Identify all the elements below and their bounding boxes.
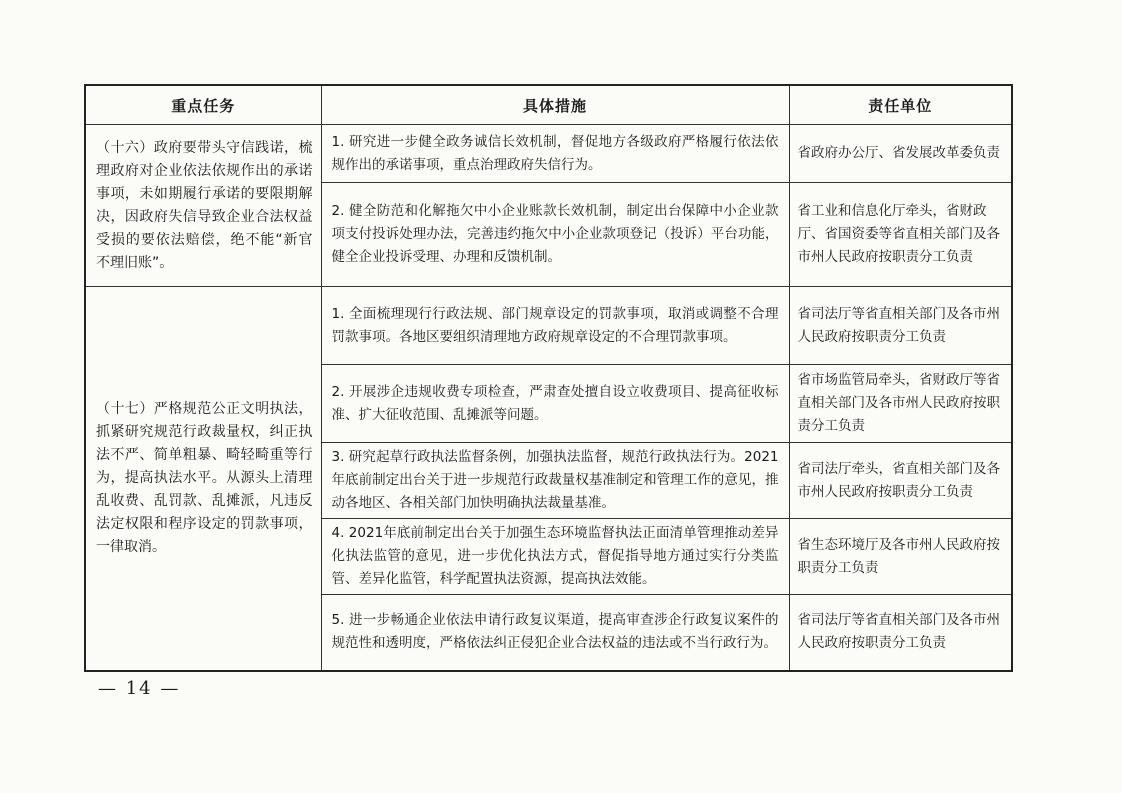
measure-cell: 1. 全面梳理现行行政法规、部门规章设定的罚款事项，取消或调整不合理罚款事项。各地区要组织清理地方政府规章设定的不合理罚款事项。 (321, 287, 789, 365)
task-cell-17: （十七）严格规范公正文明执法，抓紧研究规范行政裁量权，纠正执法不严、简单粗暴、畸轻畸重等行为，提高执法水平。从源头上清理乱收费、乱罚款、乱摊派，凡违反法定权限和程序设定的罚款事项，一律取消。 (85, 287, 321, 671)
measure-cell: 2. 开展涉企违规收费专项检查，严肃查处擅自设立收费项目、提高征收标准、扩大征收范围、乱摊派等问题。 (321, 365, 789, 443)
measure-cell: 1. 研究进一步健全政务诚信长效机制，督促地方各级政府严格履行依法依规作出的承诺事项，重点治理政府失信行为。 (321, 125, 789, 183)
measure-cell: 5. 进一步畅通企业依法申请行政复议渠道，提高审查涉企行政复议案件的规范性和透明度，严格依法纠正侵犯企业合法权益的违法或不当行政行为。 (321, 595, 789, 671)
header-measures: 具体措施 (321, 85, 789, 125)
header-responsible-unit: 责任单位 (789, 85, 1012, 125)
unit-cell: 省司法厅等省直相关部门及各市州人民政府按职责分工负责 (789, 595, 1012, 671)
page-number: — 14 — (98, 678, 181, 699)
unit-cell: 省政府办公厅、省发展改革委负责 (789, 125, 1012, 183)
table-row (85, 125, 1012, 183)
task-cell-16: （十六）政府要带头守信践诺，梳理政府对企业依法依规作出的承诺事项，未如期履行承诺的要限期解决，因政府失信导致企业合法权益受损的要依法赔偿，绝不能“新官不理旧账”。 (85, 125, 321, 287)
header-key-task: 重点任务 (85, 85, 321, 125)
unit-cell: 省司法厅牵头，省直相关部门及各市州人民政府按职责分工负责 (789, 443, 1012, 519)
table-header-row (85, 85, 1012, 125)
unit-cell: 省市场监管局牵头，省财政厅等省直相关部门及各市州人民政府按职责分工负责 (789, 365, 1012, 443)
measure-cell: 3. 研究起草行政执法监督条例，加强执法监督，规范行政执法行为。2021年底前制定出台关于进一步规范行政裁量权基准制定和管理工作的意见，推动各地区、各相关部门加快明确执法裁量基准。 (321, 443, 789, 519)
unit-cell: 省生态环境厅及各市州人民政府按职责分工负责 (789, 519, 1012, 595)
unit-cell: 省司法厅等省直相关部门及各市州人民政府按职责分工负责 (789, 287, 1012, 365)
policy-table (84, 84, 1013, 672)
measure-cell: 4. 2021年底前制定出台关于加强生态环境监督执法正面清单管理推动差异化执法监管的意见，进一步优化执法方式，督促指导地方通过实行分类监管、差异化监管，科学配置执法资源，提高执法效能。 (321, 519, 789, 595)
table-row (85, 287, 1012, 365)
measure-cell: 2. 健全防范和化解拖欠中小企业账款长效机制，制定出台保障中小企业款项支付投诉处理办法，完善违约拖欠中小企业款项登记（投诉）平台功能，健全企业投诉受理、办理和反馈机制。 (321, 183, 789, 287)
unit-cell: 省工业和信息化厅牵头，省财政厅、省国资委等省直相关部门及各市州人民政府按职责分工负责 (789, 183, 1012, 287)
